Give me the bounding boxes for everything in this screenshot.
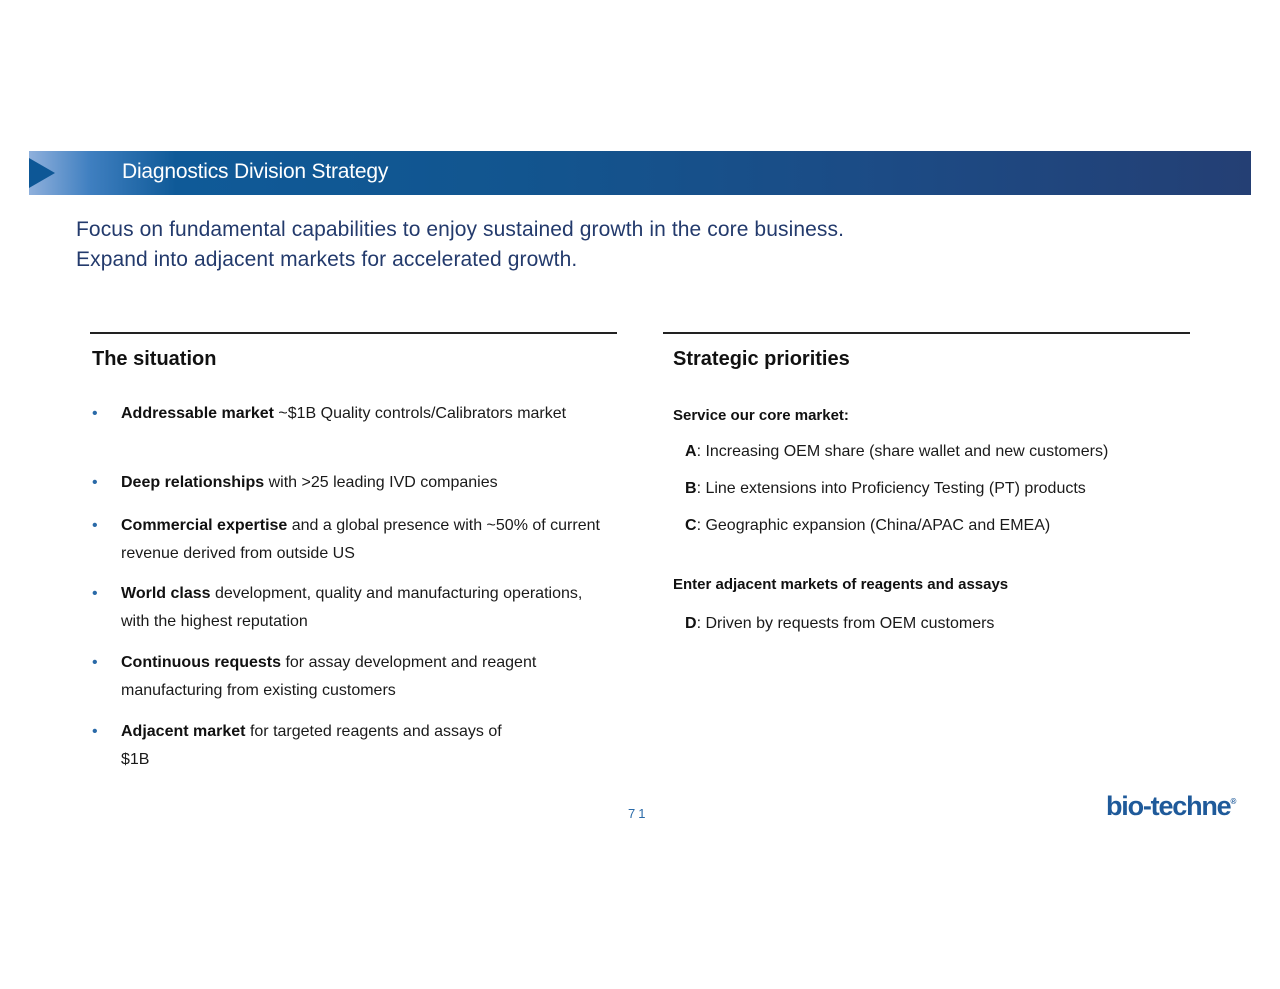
registered-mark-icon: ® — [1230, 797, 1237, 806]
situation-bullet — [92, 469, 612, 497]
bullet-icon: • — [92, 517, 98, 534]
slide-title: Diagnostics Division Strategy — [122, 160, 389, 183]
bullet-bold: Addressable market — [121, 405, 274, 422]
bullet-text: development, quality and manufacturing operations, with the highest reputation — [121, 585, 583, 630]
bullet-icon: • — [92, 723, 98, 740]
bullet-text: and a global presence with ~50% of current revenue derived from outside US — [121, 517, 600, 562]
bullet-icon: • — [92, 474, 98, 491]
bullet-bold: Commercial expertise — [121, 517, 288, 534]
priority-item — [685, 615, 994, 633]
bio-techne-logo — [1106, 791, 1236, 822]
bullet-bold: Continuous requests — [121, 654, 282, 671]
situation-bullet — [92, 718, 512, 774]
bullet-bold: Adjacent market — [121, 723, 246, 740]
priorities-heading: Strategic priorities — [673, 348, 850, 370]
priority-text: : Line extensions into Proficiency Testing (PT) products — [696, 480, 1086, 497]
bullet-text: with >25 leading IVD companies — [264, 474, 498, 491]
priority-item — [685, 480, 1086, 498]
priority-text: : Geographic expansion (China/APAC and EMEA) — [696, 517, 1051, 534]
header-arrow-icon — [29, 158, 55, 188]
priority-text: : Driven by requests from OEM customers — [696, 615, 995, 632]
situation-bullet — [92, 400, 612, 428]
logo-text: bio-techne — [1106, 791, 1231, 821]
bullet-icon: • — [92, 405, 98, 422]
priority-group-title: Service our core market: — [673, 407, 849, 424]
priority-text: : Increasing OEM share (share wallet and new customers) — [696, 443, 1109, 460]
bullet-text: for assay development and reagent manufacturing from existing customers — [121, 654, 537, 699]
subtitle-line-2: Expand into adjacent markets for accelerated growth. — [76, 248, 578, 271]
situation-bullet — [92, 580, 612, 636]
bullet-text: ~$1B Quality controls/Calibrators market — [273, 405, 567, 422]
situation-bullet — [92, 649, 612, 705]
situation-heading: The situation — [92, 348, 217, 370]
priority-key: D — [685, 615, 697, 632]
bullet-bold: World class — [121, 585, 211, 602]
bullet-text: for targeted reagents and assays of $1B — [121, 723, 502, 768]
header-bar — [29, 151, 1251, 195]
priority-item — [685, 443, 1108, 461]
left-column-divider — [90, 332, 617, 334]
right-column-divider — [663, 332, 1190, 334]
priority-key: A — [685, 443, 697, 460]
priority-key: C — [685, 517, 697, 534]
priority-group-title: Enter adjacent markets of reagents and assays — [673, 576, 1009, 593]
bullet-bold: Deep relationships — [121, 474, 265, 491]
page-number: 71 — [628, 806, 649, 821]
subtitle-line-1: Focus on fundamental capabilities to enjoy sustained growth in the core business. — [76, 218, 845, 241]
priority-key: B — [685, 480, 697, 497]
priority-item — [685, 517, 1050, 535]
bullet-icon: • — [92, 654, 98, 671]
situation-bullet — [92, 512, 612, 568]
bullet-icon: • — [92, 585, 98, 602]
